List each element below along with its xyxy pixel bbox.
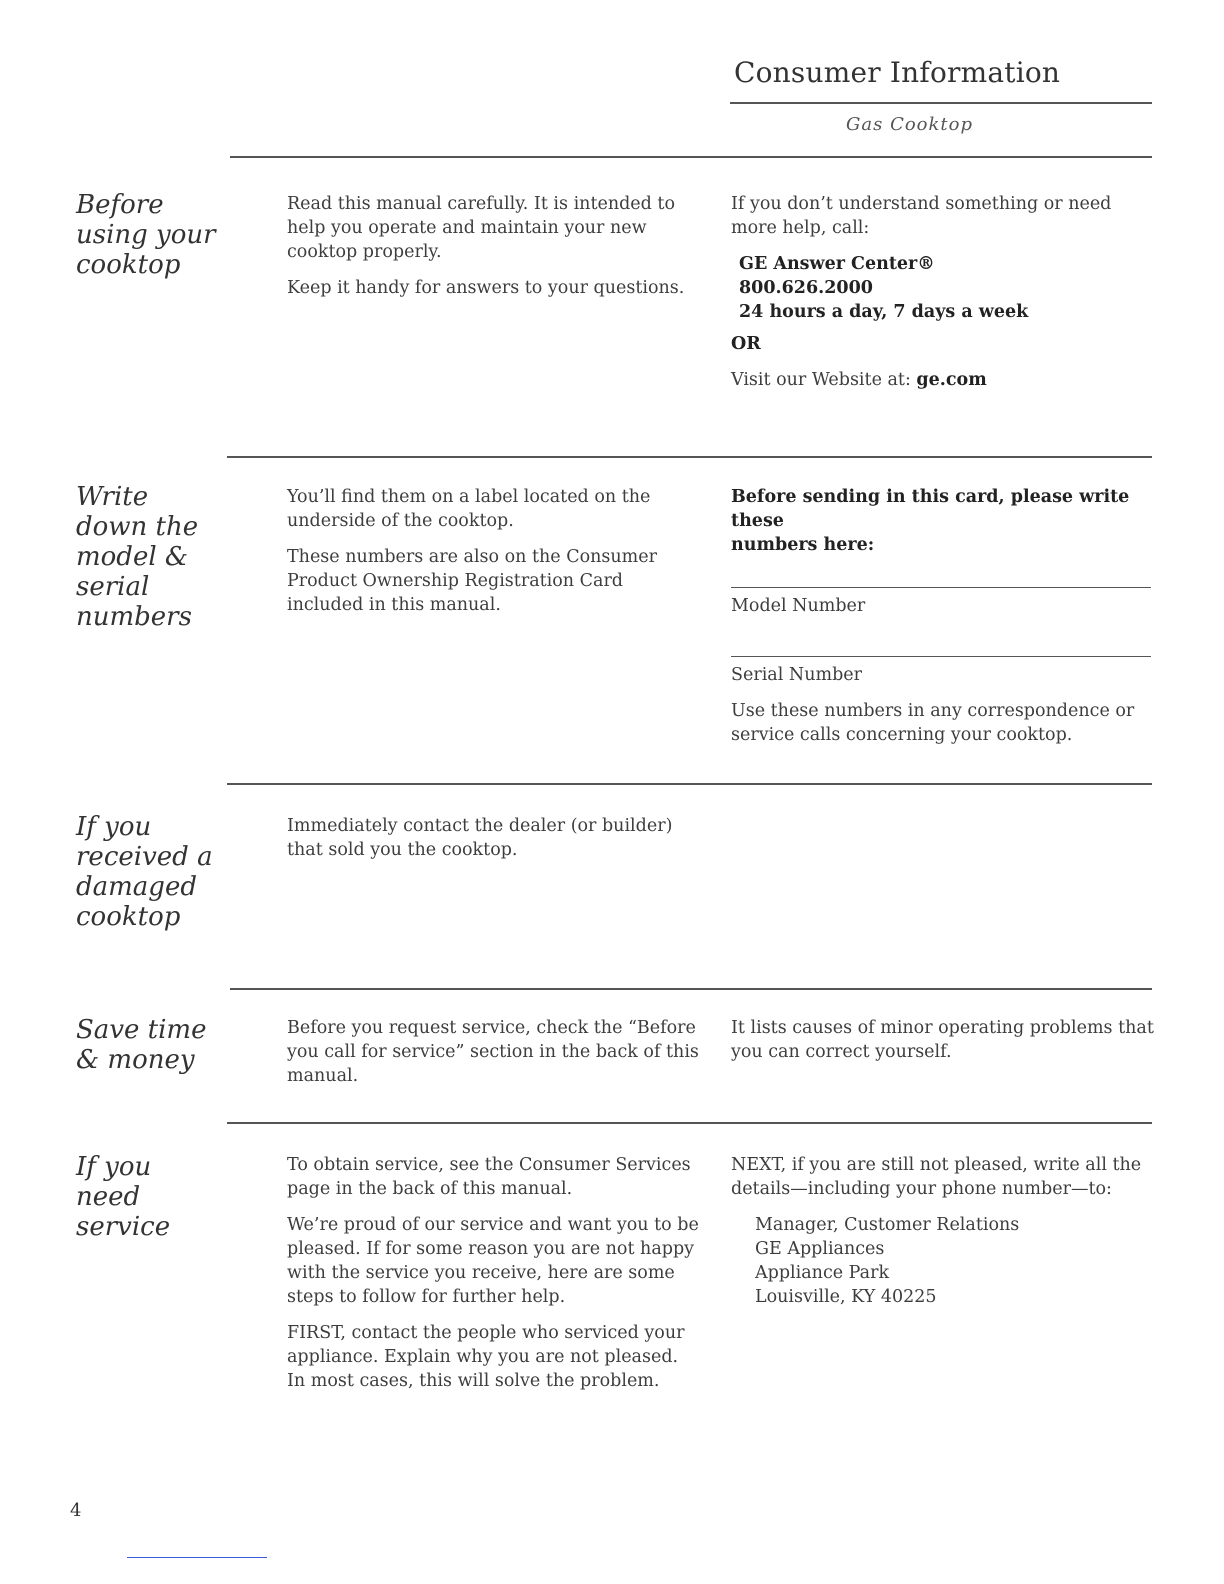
section-heading-save-time: Save time & money — [76, 1015, 207, 1075]
section-divider-4 — [227, 1122, 1152, 1124]
section4-left-text: Before you request service, check the “Before you call for service” section in the back of this manual. — [287, 1018, 699, 1086]
section-divider-3 — [230, 988, 1152, 990]
section1-left-text: Read this manual carefully. It is intended to help you operate and maintain your new cooktop properly. Keep it handy for answers to your questions. — [287, 194, 685, 298]
page-title: Consumer Information — [734, 56, 1061, 89]
website-link[interactable]: ge.com — [916, 370, 987, 390]
section-heading-damaged: If you received a damaged cooktop — [76, 812, 213, 932]
answer-center-contact: GE Answer Center® 800.626.2000 24 hours a day, 7 days a week — [739, 254, 1029, 322]
or-label: OR — [731, 334, 761, 354]
page-number: 4 — [70, 1500, 82, 1521]
section-heading-before-using: Before using your cooktop — [76, 190, 216, 280]
page-subtitle: Gas Cooktop — [846, 114, 974, 135]
footer-line — [127, 1557, 267, 1558]
section-heading-write-down: Write down the model & serial numbers — [76, 482, 199, 632]
section1-right-text: If you don’t understand something or need more help, call: GE Answer Center® 800.626.2000 24 hours a day, 7 days a week OR Visit our Website at: ge.com — [731, 192, 1161, 404]
title-rule — [730, 102, 1152, 104]
website-line: Visit our Website at: ge.com — [731, 370, 987, 390]
header-rule — [230, 156, 1152, 158]
section5-right-text: NEXT, if you are still not pleased, write all the details—including your phone number—to: Manager, Customer Relations GE Appliances Appliance Park Louisville, KY 40225 — [731, 1153, 1161, 1309]
section5-left-text: To obtain service, see the Consumer Services page in the back of this manual. We’re proud of our service and want you to be pleased. If for some reason you are not happy with the service you receive, here are some steps to follow for further help. FIRST, contact the people who serviced your appliance. Explain why you are not pleased. In most cases, this will solve the problem. — [287, 1155, 699, 1391]
section-divider-2 — [227, 783, 1152, 785]
section4-right-text: It lists causes of minor operating problems that you can correct yourself. — [731, 1018, 1154, 1062]
model-number-field[interactable]: Model Number — [731, 587, 1151, 618]
section-divider-1 — [227, 456, 1152, 458]
section-heading-need-service: If you need service — [76, 1152, 171, 1242]
section2-right-text: Before sending in this card, please write these numbers here: Model Number Serial Number Use these numbers in any correspondence or service calls concerning your cooktop. — [731, 485, 1161, 759]
serial-number-field[interactable]: Serial Number — [731, 656, 1151, 687]
mailing-address: Manager, Customer Relations GE Appliances Appliance Park Louisville, KY 40225 — [755, 1215, 1020, 1307]
section3-left-text: Immediately contact the dealer (or builder) that sold you the cooktop. — [287, 816, 673, 860]
section2-left-text: You’ll find them on a label located on the underside of the cooktop. These numbers are also on the Consumer Product Ownership Registration Card included in this manual. — [287, 487, 657, 615]
